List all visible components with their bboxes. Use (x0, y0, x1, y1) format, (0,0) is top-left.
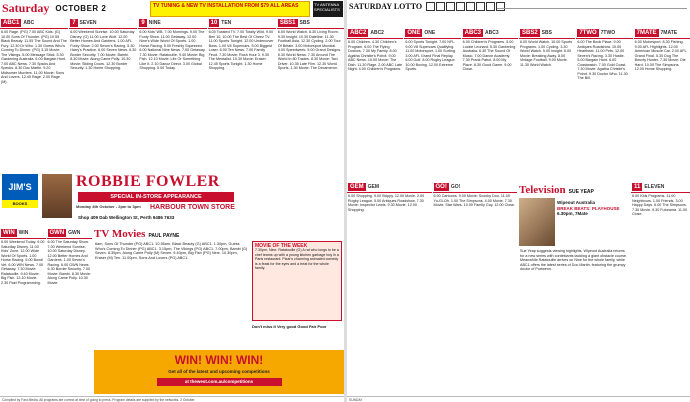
channel-number: GWN (49, 230, 65, 236)
channel-listing: 6.00 Weekend Today. 9.00 Saturday Disney. 11.00 Kids' Zone. 12.00 Wide World Of Sports. 1.00 Horse Racing. 5.00 Bondi Vet. 6.00 WIN News. 7.00 Getaway. 7.30 Movie: Ratatouille. 9.40 Movie: Big Fish. 12.10 Movie. 2.30 Paid Programming. (1, 240, 45, 285)
movies-listing (94, 241, 250, 347)
channel-logo: ELEVEN (644, 184, 665, 190)
channel-logo: GEM (367, 184, 380, 190)
channel-number: 9 (141, 20, 145, 26)
channel-col (347, 28, 403, 180)
channel-col (277, 18, 345, 172)
channel-listing: 6.00 Weekend Sunrise. 10.00 Saturday Disney. (G) 11.00 Lone Wolf. 12.00 Better Homes And Gardens. 1.00 AFL Footy Show. 2.00 Seven's Racing. 5.30 Harry's Practice. 6.00 Seven News. 6.30 Border Security. 7.00 Movie: Bambi. 8.30 Movie: Along Came Polly. 10.30 Movie: Sliding Doors. 12.30 Border Security. 1.30 Home Shopping. (70, 30, 137, 71)
channel-number: 7MATE (636, 30, 657, 36)
channel-col (404, 28, 460, 180)
movies-title: TV Movies (94, 228, 146, 240)
ad-date: Monday 4th October - 2pm to 3pm (76, 204, 141, 209)
channel-logo: NINE (148, 20, 161, 26)
channel-col (47, 228, 93, 396)
channel-number: WIN (3, 230, 15, 236)
channel-header (462, 28, 518, 39)
movies-header (94, 228, 344, 240)
channel-listing: 6.00 Motorsport. 8.30 Fishing. 9.00 AFL Highlights. 12.00 American Muscle Car. 2.00 AFL Grand Final. 5.30 Dog The Bounty Hunter. 7.30 Movie: Die Hard. 10.00 The Simpsons. 12.00 Home Shopping. (634, 40, 687, 72)
channel-grid-lower-right (347, 182, 517, 394)
channel-header (347, 182, 432, 193)
top-ad[interactable]: TV ANTENNA SPECIALISTS (313, 1, 343, 17)
win-headline: WIN! WIN! WIN! (174, 353, 264, 367)
ad-special: SPECIAL IN-STORE APPEARANCE (78, 192, 234, 202)
channel-header (69, 18, 137, 29)
channel-logo: SEVEN (79, 20, 97, 26)
movies-text: 6am, Sons Of Thunder (PG) ABC1. 10.55am, Black Beauty (G) ABC1. 1.30pm, Guess Who's Coming To Dinner (PG) ABC1. 3.15pm, The Vikings (PG) ABC1. 7.00pm, Bambi (G) Seven. 8.30pm, Along Came Polly (M) Seven. 9.40pm, Big Fish (PG) Nine. 10.30pm, Eraser (M) Ten. 11.00pm, Sons And Lovers (PG) ABC1. (95, 242, 248, 260)
movie-of-week (252, 241, 342, 321)
channel-number: ONE (407, 30, 421, 36)
channel-listing: 6.00 Kids' WB. 7.00 Mornings. 9.00 The Footy Show. 11.00 Getaway. 12.00 Nine's Wide World Of Sports. 1.00 Horse Racing. 5.00 Freshly Squeezed. 6.00 National Nine News. 7.00 Getaway. 7.30 Movie: Ratatouille. 9.40 Movie: Big Fish. 12.10 Movie: Life Or Something Like It. 2.10 Danoz Direct. 3.00 Global Shopping. 5.00 Today. (139, 30, 206, 71)
channel-col (208, 18, 276, 172)
channel-header (576, 28, 632, 39)
ratings-key: Don't miss it Very good Good Fair Poor (252, 324, 327, 329)
channel-listing: 6.00 Kids Programs. 11.00 Neighbours. 1.00 Friends. 3.00 Happy Days. 6.00 The Simpsons. 7.30 Movie. 9.30 Futurama. 11.00 Close. (632, 194, 688, 217)
channel-number: ABC1 (3, 20, 20, 26)
channel-col (347, 182, 432, 394)
channel-grid-right (347, 28, 690, 180)
channel-number: ABC2 (350, 30, 367, 36)
channel-col (0, 228, 46, 396)
ad-address: Shop 409 Dab Wellington St, Perth 9486 7633 (78, 215, 175, 220)
channel-listing: 6.00 World Watch. 10.00 Sports Programs. 1.00 Cycling. 3.30 World Watch. 5.00 Insight. 6.00 Movie: Breaking Away. 8.00 Vintage Football. 9.00 Movie. 11.30 World Watch. (519, 40, 573, 67)
channel-col (433, 182, 518, 394)
channel-logo: 7TWO (600, 30, 616, 36)
channel-col (631, 182, 690, 394)
channel-header (47, 228, 93, 239)
channel-header (347, 28, 403, 39)
channel-header (631, 182, 690, 193)
channel-header (634, 28, 690, 39)
lotto-boxes (426, 2, 505, 11)
tv-sub2: BREAK BEATS: PLAYHOUSE (557, 205, 620, 211)
channel-listing: 6.00 World Watch. 8.30 Living Room. 9.30 Insight. 10.30 Dateline. 11.30 Football Asia. 12.30 Cycling. 2.00 Tour Of Britain. 3.00 Motorsport Mundial. 4.00 Speedweek. 5.00 Grand Designs. 6.30 World News. 7.30 Around The World In 80 Trades. 8.30 Movie: Taxi Driver. 10.35 Late Film. 12.30 World Sports. 1.30 Movie: The Decameron. (277, 30, 342, 71)
lotto-label: SATURDAY LOTTO (349, 1, 423, 11)
brand-sub: BOOKS (2, 200, 38, 208)
channel-col (634, 28, 690, 180)
channel-logo: GWN (68, 230, 81, 236)
channel-header (277, 18, 345, 29)
motd-title: MOVIE OF THE WEEK (255, 243, 308, 249)
ad-venue: HARBOUR TOWN STORE (150, 204, 235, 211)
channel-listing: 6.00 Children's Programs. 5.00 Lockie Leonard. 5.30 Gardening Australia. 6.30 The Sound Of Music. 7.00 Dance Academy. 7.30 Prank Patrol. 8.00 My Place. 8.30 Good Game. 9.00 Close. (462, 40, 516, 72)
tv-header (519, 184, 594, 196)
channel-grid-lower-left (0, 228, 92, 396)
header-rule (497, 8, 687, 9)
channel-grid-far-right (631, 182, 690, 394)
channel-number: 7 (72, 20, 76, 26)
channel-listing: 6.00 Shopping. 9.00 Skippy. 12.00 Movie. 2.00 Rugby League. 5.00 Antiques Roadshow. 7.30 Movie: Inspector Lewis. 9.30 Movie. 12.00 Shopping. (348, 194, 425, 212)
channel-logo: GO! (450, 184, 461, 190)
television-section (519, 184, 629, 394)
channel-header (519, 28, 575, 39)
channel-col (519, 28, 575, 180)
tv-title: Television (519, 184, 566, 196)
channel-logo: 7MATE (660, 30, 678, 36)
tv-photo (519, 198, 555, 246)
win-url[interactable]: at thewest.com.au/competitions (157, 378, 282, 386)
day-header (2, 1, 106, 15)
channel-number: GEM (350, 184, 364, 190)
channel-listing: 6.00 Toasted TV. 7.00 Totally Wild. 9.00 Ben 10. 10.00 The Best Of Cheez TV. 11.00 Sports Tonight. 12.00 Undercover Boss. 1.00 V8 Supercars. 5.00 Biggest Loser. 6.00 Ten News. 7.00 Family Feud. 7.30 Movie: Rush Hour 3. 9.30 The Mentalist. 10.30 Movie: Eraser. 12.45 Sports Tonight. 1.30 Home Shopping. (208, 30, 274, 71)
channel-number: ABC3 (464, 30, 481, 36)
channel-header (0, 228, 46, 239)
tv-sub1: Wipeout Australia (557, 200, 596, 205)
tv-byline: SUE YEAP (568, 189, 594, 195)
channel-number: SBS1 (279, 20, 296, 26)
channel-col (0, 18, 68, 172)
channel-col (138, 18, 206, 172)
channel-header (208, 18, 276, 29)
brand-logo: JIM'S (2, 174, 38, 200)
movies-byline: PAUL PAYNE (148, 233, 180, 239)
channel-col (69, 18, 137, 172)
robbie-fowler-ad[interactable] (0, 172, 345, 226)
day-name: Saturday (2, 0, 50, 15)
channel-number: 11 (634, 184, 641, 190)
channel-header (404, 28, 460, 39)
channel-logo: SBS (541, 30, 552, 36)
day-date: OCTOBER 2 (55, 3, 107, 13)
channel-header (138, 18, 206, 29)
channel-logo: SBS (299, 20, 310, 26)
page-footer: SUNDAY (347, 396, 690, 402)
person-photo (42, 174, 72, 218)
channel-number: GO! (435, 184, 447, 190)
channel-listing: 6.00 The Saturday Show. 7.00 Weekend Sunrise. 10.00 Saturday Disney. 12.00 Better Homes And Gardens. 1.00 Seven's Racing. 6.00 GWN News. 6.30 Border Security. 7.00 Movie: Bambi. 8.30 Movie: Along Came Polly. 10.30 Movie. (47, 240, 91, 285)
channel-logo: ABC2 (370, 30, 384, 36)
channel-listing: 6.00 The Book Place. 9.00 Antiques Roadshow. 10.00 Heartbeat. 11.00 Pets. 12.00 Seven's Racing. 3.30 Hustle. 5.00 Bargain Hunt. 6.00 Coastwatch. 7.00 Gold Coast. 7.30 Movie: Agatha Christie's Poirot. 9.30 Doctor Who. 11.30 The Bill. (577, 40, 628, 81)
channel-listing: 6.00 Cartoons. 9.00 Movie: Scooby Doo. 11.00 Yu-Gi-Oh. 1.00 The Simpsons. 4.00 Movie. 7.30 Movie: Star Wars. 10.00 Family Guy. 12.00 Close. (433, 194, 516, 208)
channel-col (462, 28, 518, 180)
channel-logo: ABC (23, 20, 35, 26)
tv-sub3: 6.30pm, 7Mate (557, 211, 588, 216)
channel-header (0, 18, 68, 29)
channel-logo: ONE (424, 30, 436, 36)
channel-number: SBS2 (521, 30, 538, 36)
channel-logo: ABC3 (485, 30, 499, 36)
channel-grid-top (0, 18, 345, 172)
tv-text: Sue Yeap suggests viewing highlights. Wipeout Australia returns for a new series with contestants tackling a giant obstacle course. Meanwhile Ratatouille arrives on Nine for the whole family, while ABC1 offers the latest series of Doc Martin, featuring the grumpy doctor of Portwenn. (520, 249, 627, 272)
channel-number: 7TWO (579, 30, 597, 36)
promo-ad[interactable]: TV TUNING & NEW TV INSTALLATION FROM $79 ALL AREAS (150, 1, 310, 17)
channel-listing: 6.00 Sports Tonight. 7.00 NFL. 9.00 V8 Supercars Qualifying. 11.00 Motorsport. 1.00 Surfing. 3.00 AFL Grand Final Replay. 6.00 Golf. 8.00 Rugby League. 10.00 Boxing. 12.00 Extreme Sports. (405, 40, 456, 72)
win-competition-ad[interactable] (94, 350, 344, 394)
page-footer: Compiled by Fast Media. All programs are correct at time of going to press. Program details are supplied by the networks. 2 October (0, 396, 345, 402)
tv-body (519, 248, 629, 394)
channel-listing: 6.00 Rage. (PG) 7.00 ABC Kids. (G) 10.00 Sons Of Thunder. (PG) 10.55 Black Beauty. 11.55 The Sound And The Fury. 12.30 Dr Who. 1.30 Guess Who's Coming To Dinner. (PG) 3.15 Movie: The Vikings. 5.00 Message Stick. 5.30 Gardening Australia. 6.00 Bargain Hunt. 7.00 ABC News. 7.30 Spicks And Specks. 8.30 Doc Martin. 9.20 Midsomer Murders. 11.00 Movie: Sons And Lovers. 12.45 Rage. 2.00 Rage (M). (1, 30, 67, 85)
channel-col (576, 28, 632, 180)
channel-number: 10 (210, 20, 218, 26)
channel-logo: WIN (18, 230, 29, 236)
tv-movies-section (94, 228, 344, 348)
tv-subhead (557, 200, 629, 217)
lotto-bar (349, 2, 505, 11)
ad-name: ROBBIE FOWLER (76, 173, 220, 190)
right-page (347, 0, 690, 402)
channel-header (433, 182, 518, 193)
channel-logo: TEN (221, 20, 232, 26)
channel-listing: 6.00 Children. 4.30 Children's Program. 6.00 The Flying Doctors. 7.30 My Family. 8.00 Agatha Christie's Poirot. 9.00 ABC News. 10.00 Movie: The Dish. 11.30 Rage. 2.00 ABC Late Night. 4.00 Children's Programs. (348, 40, 403, 72)
motd-text: 7.30pm, Nine. Ratatouille (G) A rat who longs to be a chef teams up with a young kitchen garbage boy in a Paris restaurant. Pixar's charming animated comedy is a feast for the eyes and a treat for the whole family. (255, 248, 339, 271)
win-sub: Get all of the latest and upcoming competitions (168, 369, 270, 374)
